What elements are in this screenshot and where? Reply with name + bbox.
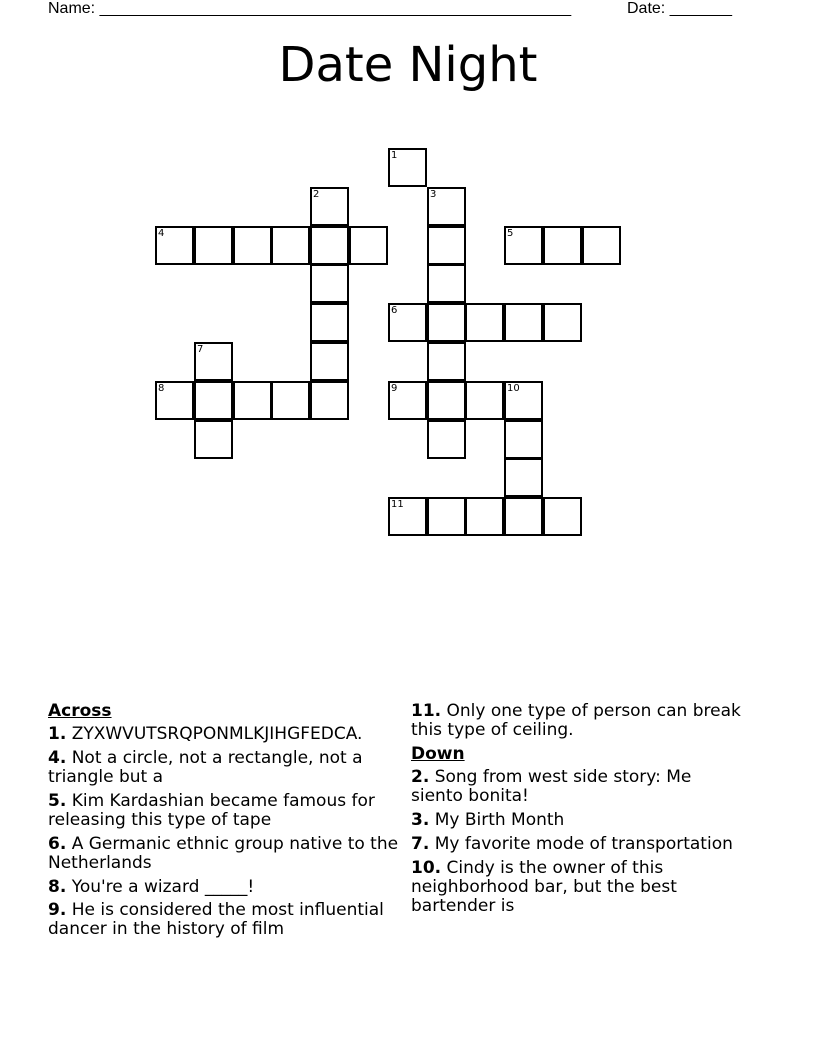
grid-cell[interactable] bbox=[310, 381, 349, 420]
grid-cell[interactable] bbox=[504, 420, 543, 459]
cell-number: 11 bbox=[391, 499, 404, 510]
cell-number: 4 bbox=[158, 228, 165, 239]
grid-cell[interactable] bbox=[194, 420, 233, 459]
grid-cell[interactable] bbox=[194, 342, 233, 381]
grid-cell[interactable] bbox=[504, 381, 543, 420]
down-heading: Down bbox=[411, 744, 465, 764]
grid-cell[interactable] bbox=[310, 226, 349, 265]
cell-number: 6 bbox=[391, 305, 398, 316]
grid-cell[interactable] bbox=[233, 381, 272, 420]
grid-cell[interactable] bbox=[504, 497, 543, 536]
grid-cell[interactable] bbox=[465, 381, 504, 420]
grid-cell[interactable] bbox=[271, 381, 310, 420]
grid-cell[interactable] bbox=[427, 420, 466, 459]
grid-cell[interactable] bbox=[310, 342, 349, 381]
grid-cell[interactable] bbox=[194, 381, 233, 420]
grid-cell[interactable] bbox=[233, 226, 272, 265]
grid-cell[interactable] bbox=[582, 226, 621, 265]
date-line: Date: _______ bbox=[627, 0, 732, 17]
grid-cell[interactable] bbox=[427, 187, 466, 226]
cell-number: 7 bbox=[197, 344, 204, 355]
grid-cell[interactable] bbox=[388, 497, 427, 536]
grid-cell[interactable] bbox=[271, 226, 310, 265]
across-heading: Across bbox=[48, 701, 112, 721]
grid-cell[interactable] bbox=[388, 381, 427, 420]
cell-number: 5 bbox=[507, 228, 514, 239]
grid-cell[interactable] bbox=[388, 303, 427, 342]
grid-cell[interactable] bbox=[427, 497, 466, 536]
cell-number: 8 bbox=[158, 383, 165, 394]
grid-cell[interactable] bbox=[543, 497, 582, 536]
cell-number: 10 bbox=[507, 383, 520, 394]
grid-cell[interactable] bbox=[427, 226, 466, 265]
grid-cell[interactable] bbox=[504, 226, 543, 265]
puzzle-title: Date Night bbox=[278, 37, 538, 93]
grid-cell[interactable] bbox=[310, 303, 349, 342]
grid-cell[interactable] bbox=[504, 303, 543, 342]
cell-number: 1 bbox=[391, 150, 398, 161]
clue-down-7: 7. My favorite mode of transportation bbox=[411, 834, 733, 854]
grid-cell[interactable] bbox=[427, 381, 466, 420]
clue-across-8: 8. You're a wizard _____! bbox=[48, 877, 255, 897]
clues-column-right bbox=[411, 702, 741, 921]
grid-cell[interactable] bbox=[427, 264, 466, 303]
grid-cell[interactable] bbox=[465, 303, 504, 342]
grid-cell[interactable] bbox=[310, 187, 349, 226]
clue-across-9: 9. He is considered the most influential dancer in the history of film bbox=[48, 900, 384, 939]
grid-cell[interactable] bbox=[155, 381, 194, 420]
cell-number: 9 bbox=[391, 383, 398, 394]
grid-cell[interactable] bbox=[543, 303, 582, 342]
grid-cell[interactable] bbox=[194, 226, 233, 265]
grid-cell[interactable] bbox=[310, 264, 349, 303]
grid-cell[interactable] bbox=[427, 342, 466, 381]
clue-down-3: 3. My Birth Month bbox=[411, 810, 565, 830]
clue-across-4: 4. Not a circle, not a rectangle, not a triangle but a bbox=[48, 748, 363, 787]
grid-cell[interactable] bbox=[349, 226, 388, 265]
clues-column-left bbox=[48, 702, 408, 944]
grid-cell[interactable] bbox=[543, 226, 582, 265]
grid-cell[interactable] bbox=[155, 226, 194, 265]
grid-cell[interactable] bbox=[504, 458, 543, 497]
cell-number: 3 bbox=[430, 189, 437, 200]
clue-across-6: 6. A Germanic ethnic group native to the Netherlands bbox=[48, 834, 399, 873]
grid-cell[interactable] bbox=[465, 497, 504, 536]
grid-cell[interactable] bbox=[388, 148, 427, 187]
clue-down-2: 2. Song from west side story: Me siento bonita! bbox=[411, 767, 692, 806]
clue-across-11: 11. Only one type of person can break this type of ceiling. bbox=[411, 701, 741, 740]
cell-number: 2 bbox=[313, 189, 320, 200]
name-line: Name: _____________________________________________________ bbox=[48, 0, 572, 17]
clue-down-10: 10. Cindy is the owner of this neighborhood bar, but the best bartender is bbox=[411, 858, 677, 916]
clue-across-5: 5. Kim Kardashian became famous for releasing this type of tape bbox=[48, 791, 375, 830]
clue-across-1: 1. ZYXWVUTSRQPONMLKJIHGFEDCA. bbox=[48, 724, 363, 744]
grid-cell[interactable] bbox=[427, 303, 466, 342]
